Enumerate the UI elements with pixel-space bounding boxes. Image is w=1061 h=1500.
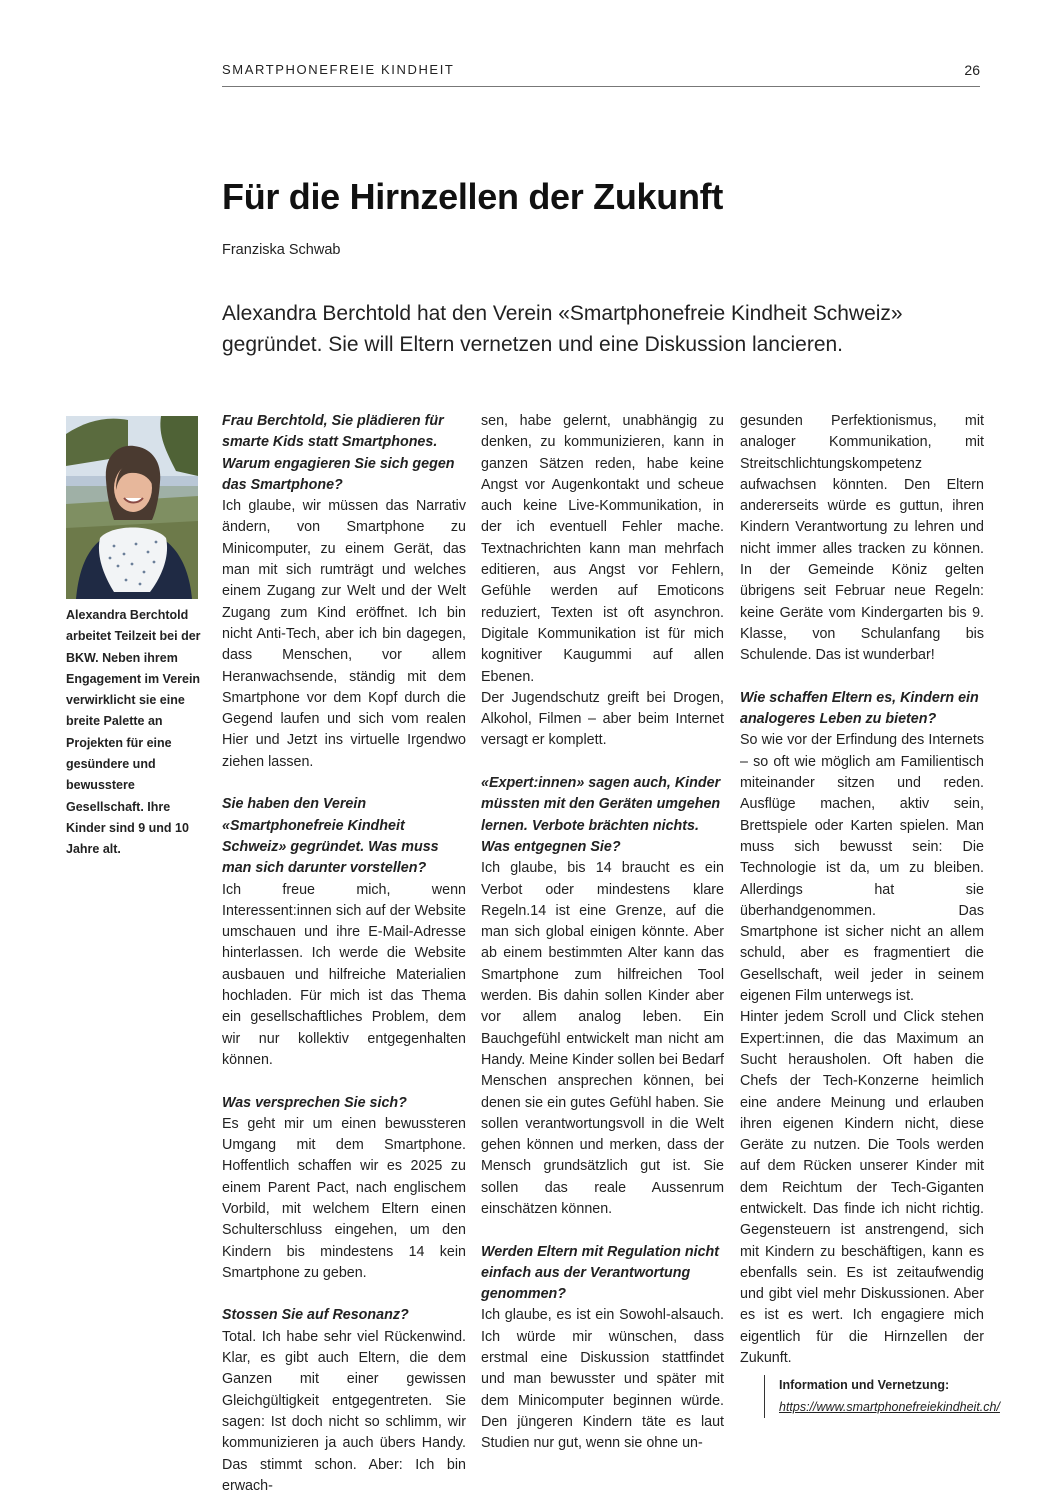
article-lead: Alexandra Berchtold hat den Verein «Smartphonefreie Kindheit Schweiz» gegründet. Sie will Eltern vernetzen und eine Diskussion lancieren. (222, 302, 903, 356)
page-number: 26 (964, 62, 980, 78)
section-title: SMARTPHONEFREIE KINDHEIT (222, 62, 455, 77)
interview-answer: sen, habe gelernt, unabhängig zu denken, zu kommunizieren, kann in ganzen Sätzen reden, habe keine Angst vor Augenkontakt und scheue auch keine Live-Kommunikation, in der ich eventuell Fehler mache. Textnachrichten kann man mehrfach editieren, aus Angst vor Fehlern, Gefühle werden auf Emoticons reduziert, Texten ist oft asynchron. Digitale Kommunikation ist für mich kognitiver Kaugummi auf allen Ebenen. (481, 413, 724, 685)
portrait-photo (66, 416, 198, 599)
interview-answer: Es geht mir um einen bewussteren Umgang mit dem Smartphone. Hoffentlich schaffen wir es 2025 zu einem Parent Pact, nach englischem Vorbild, mit welchem Eltern einen Schulterschluss eingehen, um den Kindern bis mindestens 14 kein Smartphone zu geben. (222, 1115, 466, 1281)
text-column-2 (481, 411, 724, 1455)
interview-question: Sie haben den Verein «Smartphonefreie Kindheit Schweiz» gegründet. Was muss man sich darunter vorstellen? (222, 796, 439, 877)
website-link[interactable]: https://www.smartphonefreiekindheit.ch/ (779, 1399, 1000, 1414)
interview-question: Frau Berchtold, Sie plädieren für smarte Kids statt Smartphones. Warum engagieren Sie sich gegen das Smartphone? (222, 413, 455, 493)
interview-answer: Hinter jedem Scroll und Click stehen Expert:innen, die das Maximum an Sucht herausholen. Oft haben die Chefs der Tech-Konzerne heimlich eine andere Meinung und erlauben ihren eigenen Kindern nicht, diese Geräte zu nutzen. Die Tools werden auf dem Rücken unserer Kinder mit dem Reichtum der Tech-Giganten entwickelt. Das finde ich nicht richtig. Gegensteuern ist anstrengend, sich mit Kindern zu beschäftigen, kann es ebenfalls sein. Es ist zeitaufwendig und gibt viel mehr Diskussionen. Aber es ist es wert. Ich engagiere mich eigentlich für die Hirnzellen der Zukunft. (740, 1009, 984, 1367)
interview-answer: Ich glaube, bis 14 braucht es ein Verbot oder mindestens klare Regeln.14 ist eine Grenze, auf die man sich global einigen könnte. Aber ab einem bestimmten Alter kann das Smartphone zum hilfreichen Tool werden. Bis dahin sollen Kinder aber vor allem analog leben. Ein Bauchgefühl entwickelt man nicht am Handy. Meine Kinder sollen bei Bedarf Menschen ansprechen können, bei denen sie ein gutes Gefühl haben. Sie sollen verantwortungsvoll in die Welt gehen können und merken, dass der Mensch grundsätzlich gut ist. Sie sollen das reale Aussenrum einschätzen können. (481, 860, 724, 1217)
interview-question: Werden Eltern mit Regulation nicht einfach aus der Verantwortung genommen? (481, 1243, 720, 1303)
interview-answer: Ich freue mich, wenn Interessent:innen sich auf der Website umschauen und ihre E-Mail-Adresse hinterlassen. Ich werde die Website ausbauen und hilfreiche Materialien hochladen. Für mich ist das Thema ein gesellschaftliches Problem, dem wir nur kollektiv entgegenhalten können. (222, 881, 466, 1068)
article-title: Für die Hirnzellen der Zukunft (222, 176, 724, 217)
interview-answer: Ich glaube, es ist ein Sowohl-alsauch. Ich würde mir wünschen, dass erstmal eine Diskussion stattfindet und man bewusster und später mit dem Minicomputer beginnen würde. Den jüngeren Kindern täte es laut Studien nur gut, wenn sie ohne un- (481, 1307, 724, 1452)
photo-caption: Alexandra Berchtold arbeitet Teilzeit bei der BKW. Neben ihrem Engagement im Verein verwirklicht sie eine breite Palette an Projekten für eine gesündere und bewusstere Gesellschaft. Ihre Kinder sind 9 und 10 Jahre alt. (66, 608, 201, 857)
text-column-1 (222, 411, 466, 1497)
running-header (222, 62, 980, 87)
author-byline: Franziska Schwab (222, 242, 341, 258)
interview-answer: gesunden Perfektionismus, mit analoger Kommunikation, mit Streitschlichtungskompetenz aufwachsen könnten. Den Eltern andererseits würde es guttun, ihren Kindern Verantwortung zu lehren und nicht immer alles tracken zu können. In der Gemeinde Köniz gelten übrigens seit Februar neue Regeln: keine Geräte vom Kindergarten bis 9. Klasse, von Schulanfang bis Schulende. Das ist wunderbar! (740, 413, 984, 664)
interview-answer: So wie vor der Erfindung des Internets – so oft wie möglich am Familientisch miteinander sitzen und reden. Ausflüge machen, aktiv sein, Brettspiele oder Karten spielen. Man muss sich bewusst sein: Die Technologie ist da, um zu bleiben. Allerdings hat sie überhandgenommen. Das Smartphone ist sicher nicht an allem schuld, aber es fragmentiert die Gesellschaft, weil jeder in seinem eigenen Film unterwegs ist. (740, 732, 984, 1005)
info-box (764, 1375, 999, 1418)
interview-answer: Der Jugendschutz greift bei Drogen, Alkohol, Filmen – aber beim Internet versagt er komplett. (481, 689, 724, 749)
text-column-3 (740, 411, 984, 1369)
interview-answer: Total. Ich habe sehr viel Rückenwind. Klar, es gibt auch Eltern, die dem Ganzen mit einer gewissen Gleichgültigkeit entgegentreten. Sie sagen: Ist doch nicht so schlimm, wir kommunizieren ja auch übers Handy. Das stimmt schon. Aber: Ich bin erwach- (222, 1328, 466, 1494)
info-box-title: Information und Vernetzung: (779, 1378, 950, 1392)
interview-question: Was versprechen Sie sich? (222, 1094, 407, 1111)
interview-question: Wie schaffen Eltern es, Kindern ein analogeres Leben zu bieten? (740, 689, 979, 728)
interview-question: Stossen Sie auf Resonanz? (222, 1307, 409, 1324)
interview-answer: Ich glaube, wir müssen das Narrativ ändern, von Smartphone zu Minicomputer, zu einem Gerät, das man mit sich rumträgt und welches einem Zugang zur Welt und der Welt Zugang zum Kind eröffnet. Ich bin nicht Anti-Tech, aber ich bin dagegen, dass Menschen, vor allem Heranwachsende, ständig mit dem Smartphone vor dem Kopf durch die Gegend laufen und sich vom realen Hier und Jetzt ins virtuelle Irgendwo ziehen lassen. (222, 498, 466, 770)
interview-question: «Expert:innen» sagen auch, Kinder müssten mit den Geräten umgehen lernen. Verbote brächten nichts. Was entgegnen Sie? (481, 775, 721, 855)
